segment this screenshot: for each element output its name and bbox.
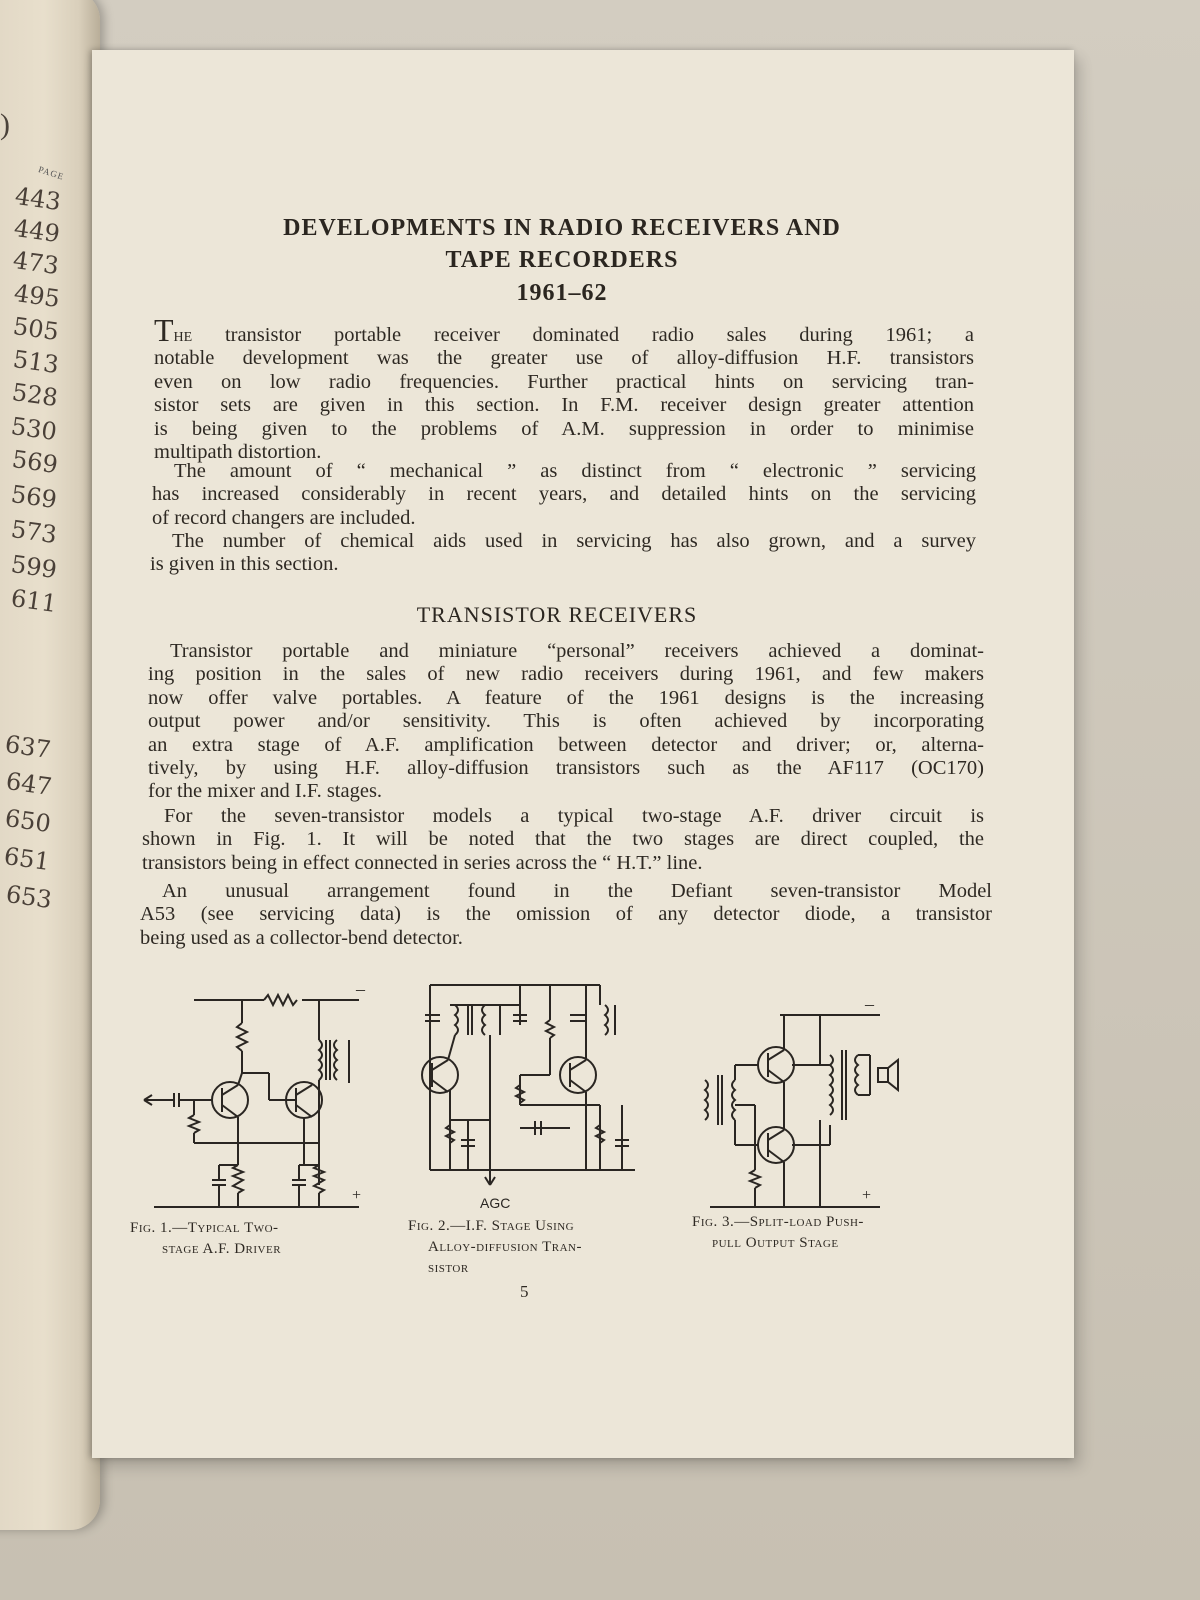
figure-1-caption-line: stage A.F. Driver xyxy=(162,1241,282,1257)
paragraph-transistor-portables xyxy=(148,640,984,804)
text-line: notable development was the greater use of alloy-diffusion H.F. transistors xyxy=(154,347,974,370)
text-line: Transistor portable and miniature “personal” receivers achieved a dominat- xyxy=(170,640,984,662)
paragraph-seven-transistor xyxy=(142,805,984,875)
text-line: A53 (see servicing data) is the omission of any detector diode, a transistor xyxy=(140,903,992,926)
figure-2-caption-line: Fig. 2.—I.F. Stage Using xyxy=(408,1218,575,1234)
page-title-years: 1961–62 xyxy=(516,280,608,306)
left-page-number: 528 xyxy=(10,377,60,413)
left-page-number: 573 xyxy=(9,514,59,550)
figure-2-caption-line: Alloy-diffusion Tran- xyxy=(428,1239,582,1255)
left-page-number: 599 xyxy=(9,549,59,585)
figure-2-caption xyxy=(408,1216,658,1279)
text-line: now offer valve portables. A feature of the 1961 designs is the increasing xyxy=(148,686,984,709)
figure-3-caption-line: Fig. 3.—Split-load Push- xyxy=(692,1214,864,1230)
left-page-number: 647 xyxy=(4,766,54,802)
text-line: An unusual arrangement found in the Defiant seven-transistor Model xyxy=(162,880,992,902)
left-page-number: 569 xyxy=(10,444,60,480)
left-page-number: 449 xyxy=(12,213,62,249)
text-line: is being given to the problems of A.M. suppression in order to minimise xyxy=(154,417,974,440)
left-page xyxy=(0,0,100,1530)
small-caps-word: he xyxy=(173,324,193,346)
figure-2-circuit xyxy=(410,980,650,1210)
text-line: of record changers are included. xyxy=(152,506,416,529)
figure-1-caption xyxy=(130,1218,370,1260)
left-page-number: 495 xyxy=(12,278,62,314)
figure-3-circuit xyxy=(680,985,920,1215)
left-page-number: 443 xyxy=(13,181,63,217)
left-page-header: PAGE xyxy=(37,164,66,182)
paragraph-mechanical-servicing xyxy=(152,460,976,530)
fig3-plus-label: + xyxy=(862,1187,872,1204)
page-title-line2: TAPE RECORDERS xyxy=(445,247,679,273)
section-heading: TRANSISTOR RECEIVERS xyxy=(416,602,698,627)
left-page-number: 637 xyxy=(3,729,53,765)
text-line: for the mixer and I.F. stages. xyxy=(148,780,383,803)
intro-paragraph xyxy=(154,312,974,464)
drop-cap: T xyxy=(154,312,174,348)
text-line: sistor sets are given in this section. In F.M. receiver design greater attention xyxy=(154,394,974,417)
left-page-bracket: ) xyxy=(0,108,10,141)
text-line: ing position in the sales of new radio receivers during 1961, and few makers xyxy=(148,663,984,686)
text-line: has increased considerably in recent years, and detailed hints on the servicing xyxy=(152,483,976,506)
figure-3-caption xyxy=(692,1212,932,1254)
left-page-number: 473 xyxy=(11,245,61,281)
page-title-line1: DEVELOPMENTS IN RADIO RECEIVERS AND xyxy=(283,215,841,241)
left-page-number: 569 xyxy=(9,479,59,515)
left-page-number: 505 xyxy=(11,311,61,347)
text-line: tively, by using H.F. alloy-diffusion transistors such as the AF117 (OC170) xyxy=(148,757,984,780)
text-line: even on low radio frequencies. Further practical hints on servicing tran- xyxy=(154,370,974,393)
figure-1-caption-line: Fig. 1.—Typical Two- xyxy=(130,1220,279,1236)
text-line: The number of chemical aids used in servicing has also grown, and a survey xyxy=(172,530,976,552)
left-page-number: 650 xyxy=(3,803,53,839)
figure-1-circuit xyxy=(134,979,374,1215)
text-line: The amount of “ mechanical ” as distinct from “ electronic ” servicing xyxy=(174,460,976,482)
fig3-minus-label: – xyxy=(865,994,874,1014)
left-page-number: 611 xyxy=(9,583,59,619)
fig1-plus-label: + xyxy=(352,1187,362,1204)
text-line: output power and/or sensitivity. This is often achieved by incorporating xyxy=(148,710,984,733)
right-page xyxy=(92,50,1074,1458)
text-line xyxy=(154,312,974,348)
paragraph-defiant xyxy=(140,880,992,950)
left-page-number: 651 xyxy=(2,841,52,877)
figure-2-caption-line: sistor xyxy=(428,1260,469,1276)
text-line: an extra stage of A.F. amplification between detector and driver; or, alterna- xyxy=(148,733,984,756)
page-number: 5 xyxy=(520,1282,529,1301)
figure-3-caption-line: pull Output Stage xyxy=(712,1235,839,1251)
paragraph-chemical-aids xyxy=(150,530,976,577)
text-line: shown in Fig. 1. It will be noted that the two stages are direct coupled, the xyxy=(142,828,984,851)
left-page-number: 653 xyxy=(4,879,54,915)
text-line: transistors being in effect connected in series across the “ H.T.” line. xyxy=(142,851,703,874)
text-line: is given in this section. xyxy=(150,553,339,576)
fig1-minus-label: – xyxy=(356,979,365,999)
left-page-number: 530 xyxy=(9,411,59,447)
fig2-agc-label: AGC xyxy=(480,1195,511,1211)
left-page-number: 513 xyxy=(11,344,61,380)
text-line: being used as a collector-bend detector. xyxy=(140,926,463,949)
text-line-rest: transistor portable receiver dominated radio sales during 1961; a xyxy=(192,324,974,346)
text-line: multipath distortion. xyxy=(154,441,322,464)
text-line: For the seven-transistor models a typical two-stage A.F. driver circuit is xyxy=(164,805,984,827)
